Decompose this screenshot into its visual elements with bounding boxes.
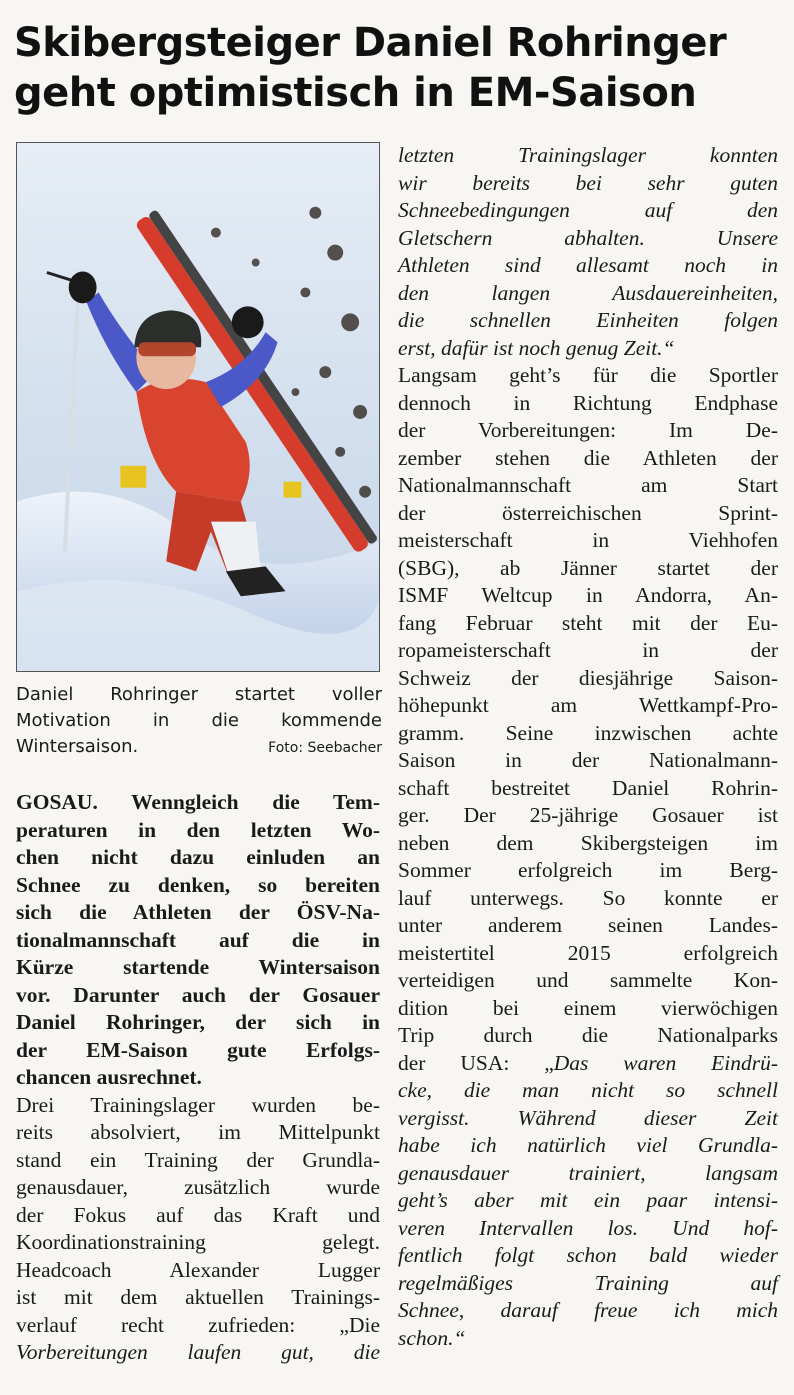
text-line: Schweiz der diesjährige Saison- [398,665,778,690]
text-line: reits absolviert, im Mittelpunkt [16,1120,380,1144]
text-line: der Fokus auf das Kraft und [16,1202,380,1227]
text-line: tionalmannschaft auf die in [16,927,380,952]
text-line: meistertitel 2015 erfolgreich [398,940,778,965]
text-line: Schnee, darauf freue ich mich [398,1298,778,1322]
text-line: fang Februar steht mit der Eu- [398,610,778,635]
caption-line-3-row [16,734,382,761]
article-column-right [398,142,778,1352]
article-headline [14,18,784,118]
text-line: zember stehen die Athleten der [398,445,778,470]
text-line: Koordinationstraining gelegt. [16,1230,380,1254]
text-line: sich die Athleten der ÖSV-Na- [16,900,380,924]
article-column-left [16,789,380,1367]
text-line: dennoch in Richtung Endphase [398,390,778,415]
text-line: neben dem Skibergsteigen im [398,830,778,855]
text-line: regelmäßiges Training auf [398,1270,778,1295]
text-line: chen nicht dazu einluden an [16,845,380,869]
text-line: vergisst. Während dieser Zeit [398,1105,778,1130]
text-line: verteidigen und sammelte Kon- [398,968,778,992]
text-line: unter anderem seinen Landes- [398,913,778,937]
caption-line-3: Wintersaison. [16,736,139,757]
headline-line-1: Skibergsteiger Daniel Rohringer [14,20,727,66]
text-line: GOSAU. Wenngleich die Tem- [16,790,380,814]
text-line: lauf unterwegs. So konnte er [398,885,778,910]
text-line: der österreichischen Sprint- [398,500,778,525]
text-line: ger. Der 25-jährige Gosauer ist [398,803,778,827]
text-line: chancen ausrechnet. [16,1065,202,1089]
text-line: schon.“ [398,1325,466,1350]
photo-credit: Foto: Seebacher [268,740,382,756]
text-line: Schnee zu denken, so bereiten [16,872,380,897]
text-line: Headcoach Alexander Lugger [16,1257,380,1282]
headline-line-2: geht optimistisch in EM-Saison [14,70,697,116]
text-line: Sommer erfolgreich im Berg- [398,858,778,882]
text-line: Langsam geht’s für die Sportler [398,363,778,387]
caption-line-1: Daniel Rohringer startet voller [16,684,382,705]
text-line: erst, dafür ist noch genug Zeit.“ [398,335,675,360]
text-line: genausdauer, zusätzlich wurde [16,1175,380,1199]
text-line: höhepunkt am Wettkampf-Pro- [398,693,778,717]
text-line: Trip durch die Nationalparks [398,1023,778,1047]
text-line: dition bei einem vierwöchigen [398,995,778,1020]
text-line: der EM-Saison gute Erfolgs- [16,1037,380,1062]
text-line: wir bereits bei sehr guten [398,170,778,195]
text-line: Kürze startende Wintersaison [16,955,380,979]
text-line: genausdauer trainiert, langsam [398,1160,778,1185]
skier-photo-illustration [17,143,379,671]
article-photo [16,142,380,672]
text-line: habe ich natürlich viel Grundla- [398,1133,778,1157]
text-line: verlauf recht zufrieden: „Die [16,1312,380,1337]
text-line: Vorbereitungen laufen gut, die [16,1340,380,1364]
text-line: geht’s aber mit ein paar intensi- [398,1188,778,1212]
text-line: schaft bestreitet Daniel Rohrin- [398,775,778,800]
text-line: ropameisterschaft in der [398,638,778,662]
text-line: Saison in der Nationalmann- [398,748,778,772]
text-line: fentlich folgt schon bald wieder [398,1243,778,1267]
text-line: peraturen in den letzten Wo- [16,817,380,842]
photo-caption [16,682,382,761]
text-line: Schneebedingungen auf den [398,198,778,222]
text-line: ist mit dem aktuellen Trainings- [16,1285,380,1309]
text-line: Gletschern abhalten. Unsere [398,225,778,250]
text-line: vor. Darunter auch der Gosauer [16,982,380,1007]
text-line: die schnellen Einheiten folgen [398,308,778,332]
text-line: der Vorbereitungen: Im De- [398,418,778,442]
text-line: (SBG), ab Jänner startet der [398,555,778,580]
text-line: den langen Ausdauereinheiten, [398,280,778,305]
text-line: letzten Trainingslager konnten [398,143,778,167]
text-line: Athleten sind allesamt noch in [398,253,778,277]
text-line: Nationalmannschaft am Start [398,473,778,497]
text-line: Daniel Rohringer, der sich in [16,1010,380,1034]
text-line: cke, die man nicht so schnell [398,1078,778,1102]
text-line: der USA: „Das waren Eindrü- [398,1050,778,1075]
caption-line-2: Motivation in die kommende [16,710,382,731]
text-line: stand ein Training der Grundla- [16,1147,380,1172]
text-line: meisterschaft in Viehhofen [398,528,778,552]
text-line: ISMF Weltcup in Andorra, An- [398,583,778,607]
text-line: gramm. Seine inzwischen achte [398,720,778,745]
text-line: Drei Trainingslager wurden be- [16,1092,380,1117]
text-line: veren Intervallen los. Und hof- [398,1215,778,1240]
